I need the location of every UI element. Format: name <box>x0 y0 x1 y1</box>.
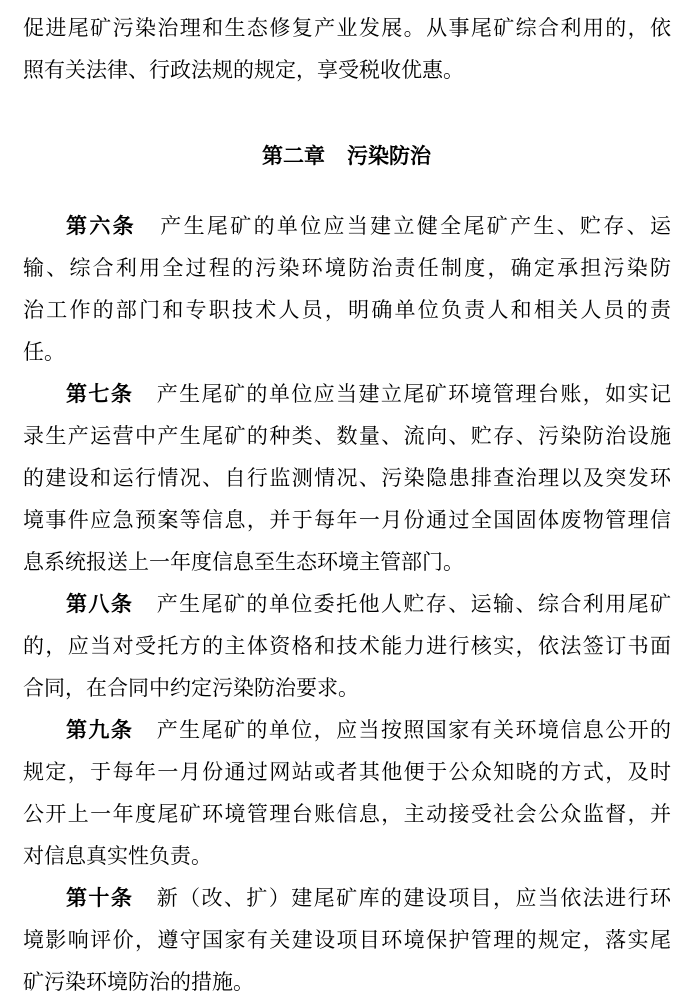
intro-line-1: 促进尾矿污染治理和生态修复产业发展。从事尾矿综合利用的，依 <box>23 16 671 40</box>
article-6-line-2: 输、综合利用全过程的污染环境防治责任制度，确定承担污染防 <box>23 256 671 280</box>
article-10-line-3: 矿污染环境防治的措施。 <box>23 970 254 994</box>
article-9-line-2: 规定，于每年一月份通过网站或者其他便于公众知晓的方式，及时 <box>23 760 671 784</box>
article-7-line-3: 的建设和运行情况、自行监测情况、污染隐患排查治理以及突发环 <box>23 466 671 490</box>
article-6-line-1 <box>66 206 671 246</box>
article-8-line-3: 合同，在合同中约定污染防治要求。 <box>23 676 359 700</box>
article-10-label: 第十条 <box>66 886 134 910</box>
article-6-line-4: 任。 <box>23 340 65 364</box>
article-7-line-2: 录生产运营中产生尾矿的种类、数量、流向、贮存、污染防治设施 <box>23 424 671 448</box>
article-6-line-3: 治工作的部门和专职技术人员，明确单位负责人和相关人员的责 <box>23 298 671 322</box>
article-10-text-1: 新（改、扩）建尾矿库的建设项目，应当依法进行环 <box>155 886 672 910</box>
article-8-text-1: 产生尾矿的单位委托他人贮存、运输、综合利用尾矿 <box>155 592 672 616</box>
article-6-label: 第六条 <box>66 214 136 238</box>
article-9-label: 第九条 <box>66 718 134 742</box>
article-8-line-2: 的，应当对受托方的主体资格和技术能力进行核实，依法签订书面 <box>23 634 671 658</box>
article-8-line-1 <box>66 584 671 624</box>
article-7-line-5: 息系统报送上一年度信息至生态环境主管部门。 <box>23 550 464 574</box>
chapter-number: 第二章 <box>262 144 325 168</box>
article-9-line-3: 公开上一年度尾矿环境管理台账信息，主动接受社会公众监督，并 <box>23 802 671 826</box>
article-6-text-1: 产生尾矿的单位应当建立健全尾矿产生、贮存、运 <box>157 214 672 238</box>
article-7-line-1 <box>66 374 671 414</box>
article-7-text-1: 产生尾矿的单位应当建立尾矿环境管理台账，如实记 <box>155 382 672 406</box>
article-7-label: 第七条 <box>66 382 134 406</box>
article-10-line-2: 境影响评价，遵守国家有关建设项目环境保护管理的规定，落实尾 <box>23 928 671 952</box>
article-10-line-1 <box>66 878 671 918</box>
article-9-line-1 <box>66 710 671 750</box>
article-8-label: 第八条 <box>66 592 134 616</box>
article-7-line-4: 境事件应急预案等信息，并于每年一月份通过全国固体废物管理信 <box>23 508 671 532</box>
article-9-text-1: 产生尾矿的单位，应当按照国家有关环境信息公开的 <box>155 718 672 742</box>
chapter-heading <box>0 136 693 176</box>
article-9-line-4: 对信息真实性负责。 <box>23 844 212 868</box>
chapter-title: 污染防治 <box>347 144 431 168</box>
intro-line-2: 照有关法律、行政法规的规定，享受税收优惠。 <box>23 58 464 82</box>
